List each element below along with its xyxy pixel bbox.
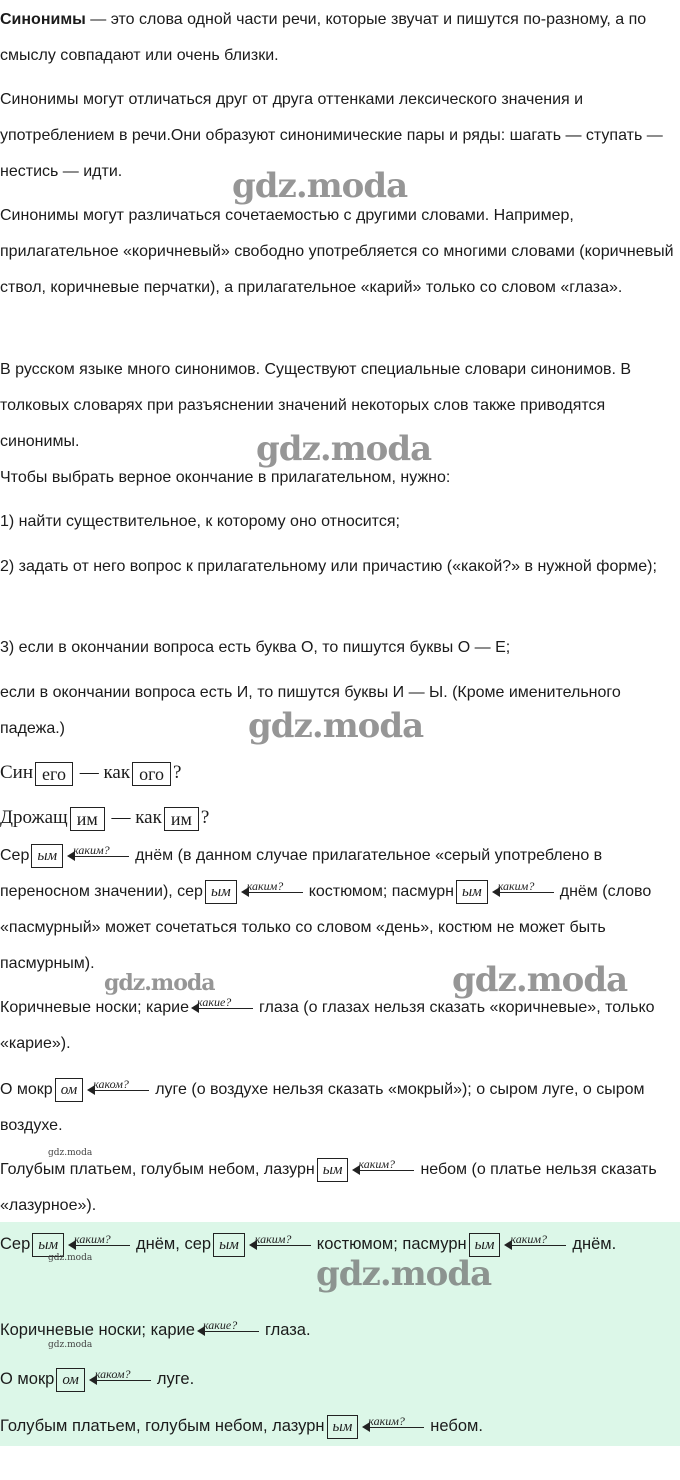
watermark-logo: gdz.moda [452, 960, 628, 1000]
question-arrow [68, 1231, 130, 1255]
paragraph-shades: Синонимы могут отличаться друг от друга оттенками лексического значения и употреблением в речи.Они образуют синонимические пары и ряды: шагать — ступать — нестись — идти. [0, 91, 663, 180]
question-label: каким? [368, 1413, 405, 1428]
ending-box: ом [55, 1078, 84, 1102]
ending-box: ым [205, 880, 237, 904]
work-line-4 [0, 1152, 680, 1224]
text: небом (о платье нельзя сказать «лазурное»). [0, 1161, 657, 1214]
ending-box: ым [469, 1233, 501, 1257]
question-arrow [197, 1317, 259, 1341]
example-siniy [0, 755, 680, 791]
text: Коричневые носки; карие [0, 1321, 195, 1339]
paragraph-compatibility: Синонимы могут различаться сочетаемостью с другими словами. Например, прилагательное «коричневый» свободно употребляется со многими словами (коричневый ствол, коричневые перчатки), а прилагательное «карий» только со словом «глаза». [0, 207, 674, 296]
watermark-logo: gdz.moda [104, 970, 215, 996]
text: Коричневые носки; карие [0, 999, 190, 1016]
question-arrow [241, 878, 303, 902]
question-ending-box: ого [132, 762, 171, 786]
watermark-logo: gdz.moda [256, 429, 432, 469]
question-arrow [492, 878, 554, 902]
ending-box: ом [56, 1368, 85, 1392]
text: днём (в данном случае прилагательное «серый употреблено в переносном значении), сер [0, 847, 603, 900]
example-mid: — как [106, 807, 162, 828]
watermark-logo: gdz.moda [232, 166, 408, 206]
example-drozhashchiy [0, 800, 680, 836]
watermark-logo: gdz.moda [316, 1254, 492, 1294]
question-arrow [504, 1231, 566, 1255]
question-arrow [87, 1076, 149, 1100]
text: костюмом; пасмурн [308, 883, 454, 900]
text: днём, сер [136, 1235, 212, 1253]
text: О мокр [0, 1081, 53, 1098]
text: глаза. [264, 1321, 311, 1339]
question-arrow [191, 994, 253, 1018]
answer-line-4 [0, 1408, 680, 1444]
paragraph-dictionaries: В русском языке много синонимов. Существуют специальные словари синонимов. В толковых словарях при разъяснении значений некоторых слов также приводятся синонимы. [0, 361, 632, 450]
paragraph-definition [0, 2, 680, 74]
text: костюмом; пасмурн [316, 1235, 467, 1253]
paragraph-rule-intro: Чтобы выбрать верное окончание в прилагательном, нужно: [0, 469, 451, 486]
question-arrow [362, 1413, 424, 1437]
question-label: каким? [510, 1231, 547, 1246]
question-arrow [67, 842, 129, 866]
example-tail: ? [200, 807, 210, 828]
example-mid: — как [74, 762, 131, 783]
question-label: каким? [254, 1231, 292, 1246]
question-ending-box: им [164, 807, 199, 831]
text: Голубым платьем, голубым небом, лазурн [0, 1417, 325, 1435]
text: днём (слово «пасмурный» может сочетаться только со словом «день», костюм не может быть пасмурным). [0, 883, 652, 972]
rule-step-3b: если в окончании вопроса есть И, то пишутся буквы И — Ы. (Кроме именительного падежа.) [0, 684, 621, 737]
text: Сер [0, 1235, 31, 1253]
question-label: каком? [94, 1366, 131, 1381]
watermark-logo: gdz.moda [248, 706, 424, 746]
watermark-small: gdz.moda [48, 1340, 93, 1350]
text: днём. [572, 1235, 617, 1253]
question-label: каким? [246, 878, 284, 893]
question-label: каком? [93, 1076, 129, 1091]
ending-box: ым [213, 1233, 245, 1257]
term-synonyms: Синонимы [0, 11, 86, 28]
question-label: какие? [197, 994, 232, 1009]
ending-box: его [35, 762, 73, 786]
rule-step-3: 3) если в окончании вопроса есть буква О, то пишутся буквы О — Е; [0, 639, 511, 656]
rule-step-2: 2) задать от него вопрос к прилагательному или причастию («какой?» в нужной форме); [0, 558, 657, 575]
definition-text: — это слова одной части речи, которые звучат и пишутся по-разному, а по смыслу совпадают или очень близки. [0, 11, 647, 64]
watermark-small: gdz.moda [48, 1253, 93, 1263]
work-line-2 [0, 990, 680, 1062]
example-stem: Син [0, 762, 34, 783]
question-arrow [249, 1231, 311, 1255]
text: Голубым платьем, голубым небом, лазурн [0, 1161, 315, 1178]
example-stem: Дрожащ [0, 807, 68, 828]
text: луге (о воздухе нельзя сказать «мокрый»); о сыром луге, о сыром воздухе. [0, 1081, 645, 1134]
question-arrow [89, 1366, 151, 1390]
ending-box: ым [31, 844, 63, 868]
example-tail: ? [173, 762, 182, 783]
question-label: каким? [358, 1156, 396, 1171]
rule-step-1: 1) найти существительное, к которому оно относится; [0, 513, 400, 530]
ending-box: ым [32, 1233, 64, 1257]
question-arrow [352, 1156, 414, 1180]
question-label: каким? [74, 1231, 111, 1246]
text: луге. [156, 1370, 195, 1388]
ending-box: ым [456, 880, 488, 904]
ending-box: ым [327, 1415, 359, 1439]
work-line-3 [0, 1072, 680, 1144]
text: небом. [430, 1417, 483, 1435]
ending-box: ым [317, 1158, 349, 1182]
text: О мокр [0, 1370, 55, 1388]
answer-line-2 [0, 1312, 680, 1348]
text: глаза (о глазах нельзя сказать «коричневые», только «карие»). [0, 999, 655, 1052]
text: Сер [0, 847, 30, 864]
question-label: каким? [73, 842, 110, 857]
ending-box: им [70, 807, 105, 831]
answer-line-3 [0, 1361, 680, 1397]
watermark-small: gdz.moda [48, 1148, 93, 1158]
question-label: каким? [497, 878, 535, 893]
question-label: какие? [202, 1317, 238, 1332]
